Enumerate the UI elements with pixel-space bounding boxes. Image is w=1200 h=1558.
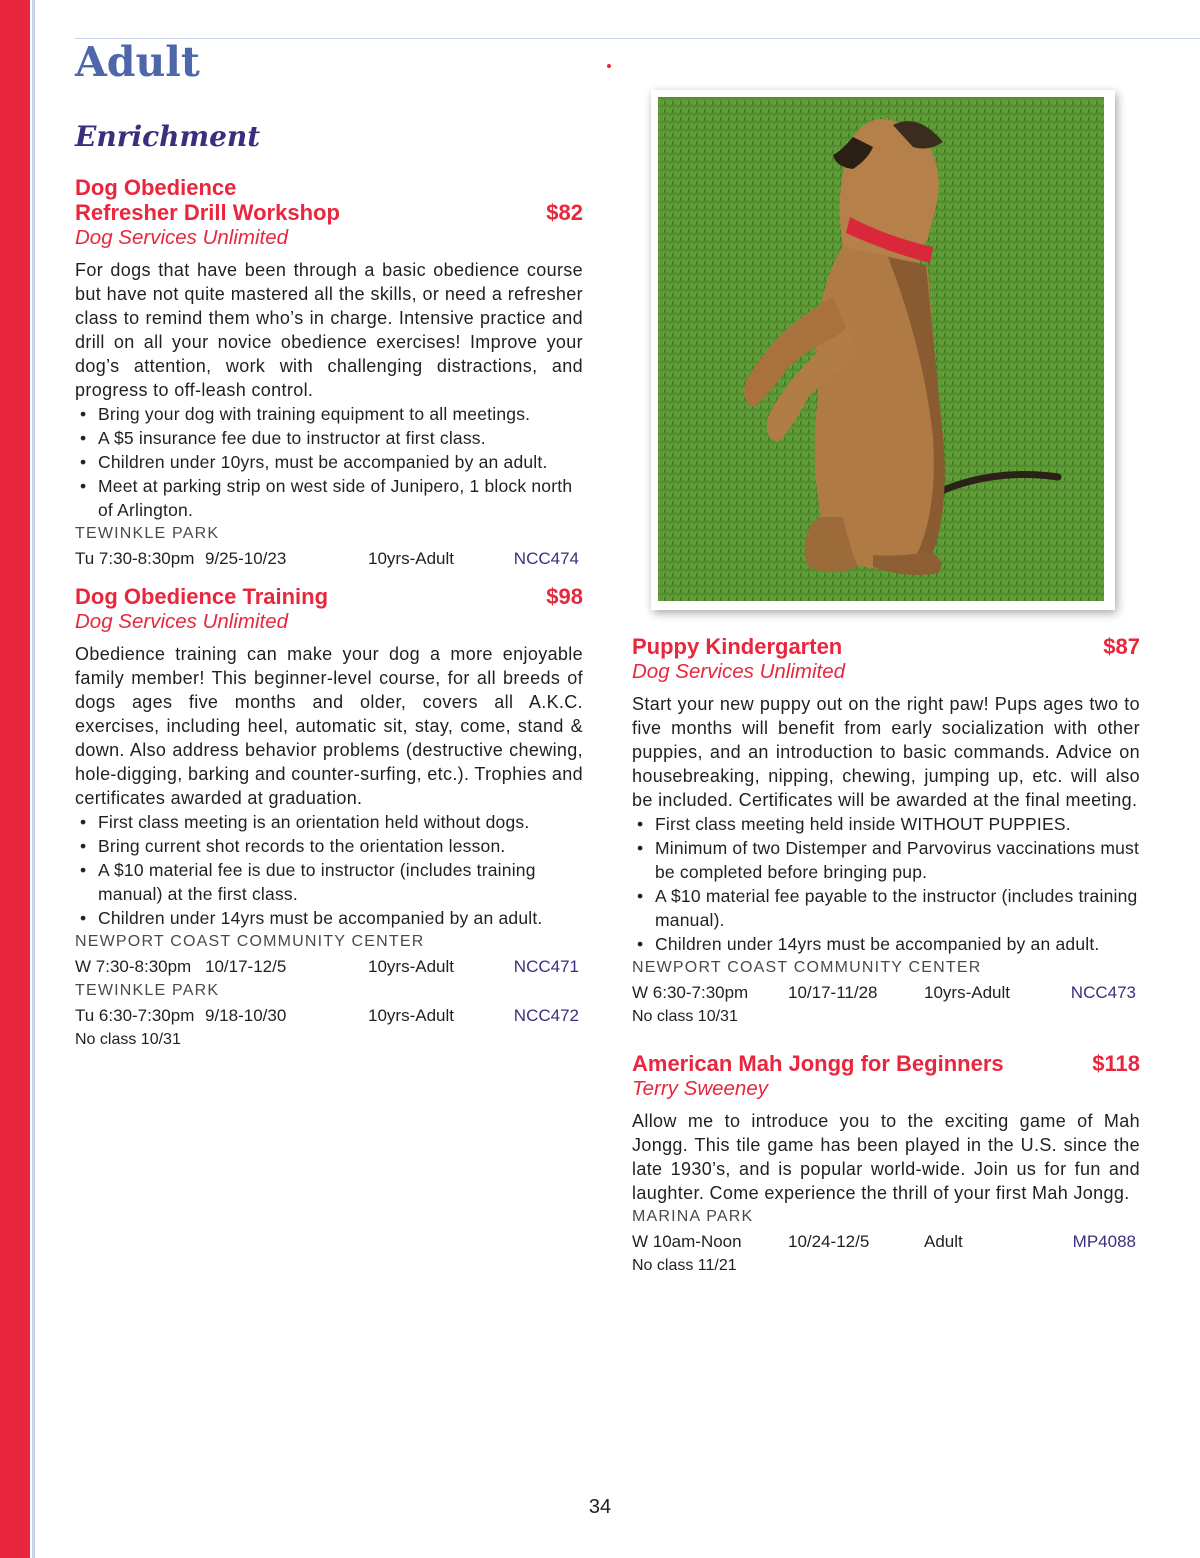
session-day-time: W 10am-Noon xyxy=(632,1232,742,1251)
decorative-dot xyxy=(607,64,611,68)
session-code: NCC473 xyxy=(1070,983,1136,1002)
session-row xyxy=(75,954,583,979)
course-description: Allow me to introduce you to the exciting game of Mah Jongg. This tile game has been played in the U.S. since the late 1930’s, and is popular world-wide. Join us for fun and laughter. Come experience the thrill of your first Mah Jongg. xyxy=(632,1111,1140,1203)
course-listing xyxy=(632,634,1140,1029)
session-dates: 9/25-10/23 xyxy=(205,549,287,568)
course-note: • Children under 14yrs must be accompanied by an adult. xyxy=(632,932,1140,956)
course-title xyxy=(75,584,328,609)
session-dates: 10/24-12/5 xyxy=(788,1232,870,1251)
left-column xyxy=(75,175,583,1065)
session-day-time: W 6:30-7:30pm xyxy=(632,983,749,1002)
course-provider: Dog Services Unlimited xyxy=(632,660,846,683)
dog-photo-image xyxy=(658,97,1104,601)
session-age: Adult xyxy=(924,1232,963,1251)
course-title-line: Puppy Kindergarten xyxy=(632,634,843,659)
left-accent-bar xyxy=(0,0,30,1558)
course-title xyxy=(632,1051,1004,1076)
course-price: $98 xyxy=(546,584,583,609)
session-note: No class 11/21 xyxy=(632,1257,737,1274)
course-note: • Meet at parking strip on west side of Junipero, 1 block north of Arlington. xyxy=(75,474,583,522)
right-column xyxy=(632,634,1140,1291)
left-accent-line xyxy=(32,0,35,1558)
course-listing xyxy=(75,175,583,571)
session-day-time: Tu 6:30-7:30pm xyxy=(75,1006,195,1025)
course-description: Obedience training can make your dog a more enjoyable family member! This beginner-level course, for all breeds of dogs ages five months and older, covers all A.K.C. exercises, including heel, automatic sit, stay, come, stand & down. Also address behavior problems (destructive chewing, hole-digging, barking and counter-surfing, etc.). Trophies and certificates awarded at graduation. xyxy=(75,644,583,808)
top-rule xyxy=(75,38,1200,39)
course-title-line: American Mah Jongg for Beginners xyxy=(632,1051,1004,1076)
course-price: $82 xyxy=(546,200,583,225)
session-code: NCC474 xyxy=(513,549,579,568)
section-title: Adult xyxy=(75,38,200,86)
session-code: MP4088 xyxy=(1072,1232,1136,1251)
course-header xyxy=(75,175,583,225)
session-age: 10yrs-Adult xyxy=(368,957,454,976)
session-row xyxy=(75,1003,583,1028)
course-provider: Dog Services Unlimited xyxy=(75,226,289,249)
course-header xyxy=(632,634,1140,659)
course-price: $87 xyxy=(1103,634,1140,659)
session-row xyxy=(632,1229,1140,1254)
session-day-time: Tu 7:30-8:30pm xyxy=(75,549,195,568)
session-dates: 10/17-11/28 xyxy=(788,983,878,1002)
session-age: 10yrs-Adult xyxy=(368,549,454,568)
session-age: 10yrs-Adult xyxy=(924,983,1010,1002)
session-age: 10yrs-Adult xyxy=(368,1006,454,1025)
course-title-line: Dog Obedience xyxy=(75,175,237,200)
course-note: • Bring current shot records to the orientation lesson. xyxy=(75,834,583,858)
session-day-time: W 7:30-8:30pm xyxy=(75,957,192,976)
course-notes xyxy=(75,810,583,930)
course-header xyxy=(632,1051,1140,1076)
course-note: • A $10 material fee is due to instructor (includes training manual) at the first class. xyxy=(75,858,583,906)
course-title xyxy=(632,634,842,659)
course-title xyxy=(75,175,340,225)
course-provider: Dog Services Unlimited xyxy=(75,610,289,633)
course-note: • Children under 10yrs, must be accompanied by an adult. xyxy=(75,450,583,474)
session-dates: 9/18-10/30 xyxy=(205,1006,287,1025)
course-note: • Minimum of two Distemper and Parvovirus vaccinations must be completed before bringing pup. xyxy=(632,836,1140,884)
session-location: TEWINKLE PARK xyxy=(75,525,220,542)
course-title-line: Dog Obedience Training xyxy=(75,584,329,609)
session-note: No class 10/31 xyxy=(632,1008,738,1025)
course-description: Start your new puppy out on the right paw! Pups ages two to five months will benefit from early socialization with other puppies, and an introduction to basic commands. Advice on housebreaking, nipping, chewing, jumping up, etc. will also be included. Certificates will be awarded at the final meeting. xyxy=(632,694,1140,810)
page-number: 34 xyxy=(588,1496,612,1518)
course-notes xyxy=(75,402,583,522)
course-description: For dogs that have been through a basic obedience course but have not quite mastered all the skills, or need a refresher class to remind them who’s in charge. Intensive practice and drill on all your novice obedience exercises! Improve your dog’s attention, work with challenging distractions, and progress to off-leash control. xyxy=(75,260,583,400)
course-note: • First class meeting held inside WITHOUT PUPPIES. xyxy=(632,812,1140,836)
course-listing xyxy=(632,1051,1140,1278)
course-note: • First class meeting is an orientation held without dogs. xyxy=(75,810,583,834)
dog-photo xyxy=(651,90,1115,610)
course-note: • Children under 14yrs must be accompanied by an adult. xyxy=(75,906,583,930)
session-location: MARINA PARK xyxy=(632,1208,754,1225)
course-title-line: Refresher Drill Workshop xyxy=(75,200,340,225)
course-note: • A $10 material fee payable to the instructor (includes training manual). xyxy=(632,884,1140,932)
course-header xyxy=(75,584,583,609)
session-code: NCC471 xyxy=(513,957,579,976)
session-location: NEWPORT COAST COMMUNITY CENTER xyxy=(75,933,425,950)
course-notes xyxy=(632,812,1140,956)
session-row xyxy=(632,980,1140,1005)
course-listing xyxy=(75,584,583,1052)
session-note: No class 10/31 xyxy=(75,1031,181,1048)
course-note: • A $5 insurance fee due to instructor at first class. xyxy=(75,426,583,450)
session-row xyxy=(75,546,583,571)
course-note: • Bring your dog with training equipment to all meetings. xyxy=(75,402,583,426)
session-location: NEWPORT COAST COMMUNITY CENTER xyxy=(632,959,982,976)
subsection-title: Enrichment xyxy=(75,120,261,153)
session-code: NCC472 xyxy=(513,1006,579,1025)
course-provider: Terry Sweeney xyxy=(632,1077,768,1100)
session-dates: 10/17-12/5 xyxy=(205,957,287,976)
session-location: TEWINKLE PARK xyxy=(75,982,220,999)
course-price: $118 xyxy=(1092,1051,1140,1076)
